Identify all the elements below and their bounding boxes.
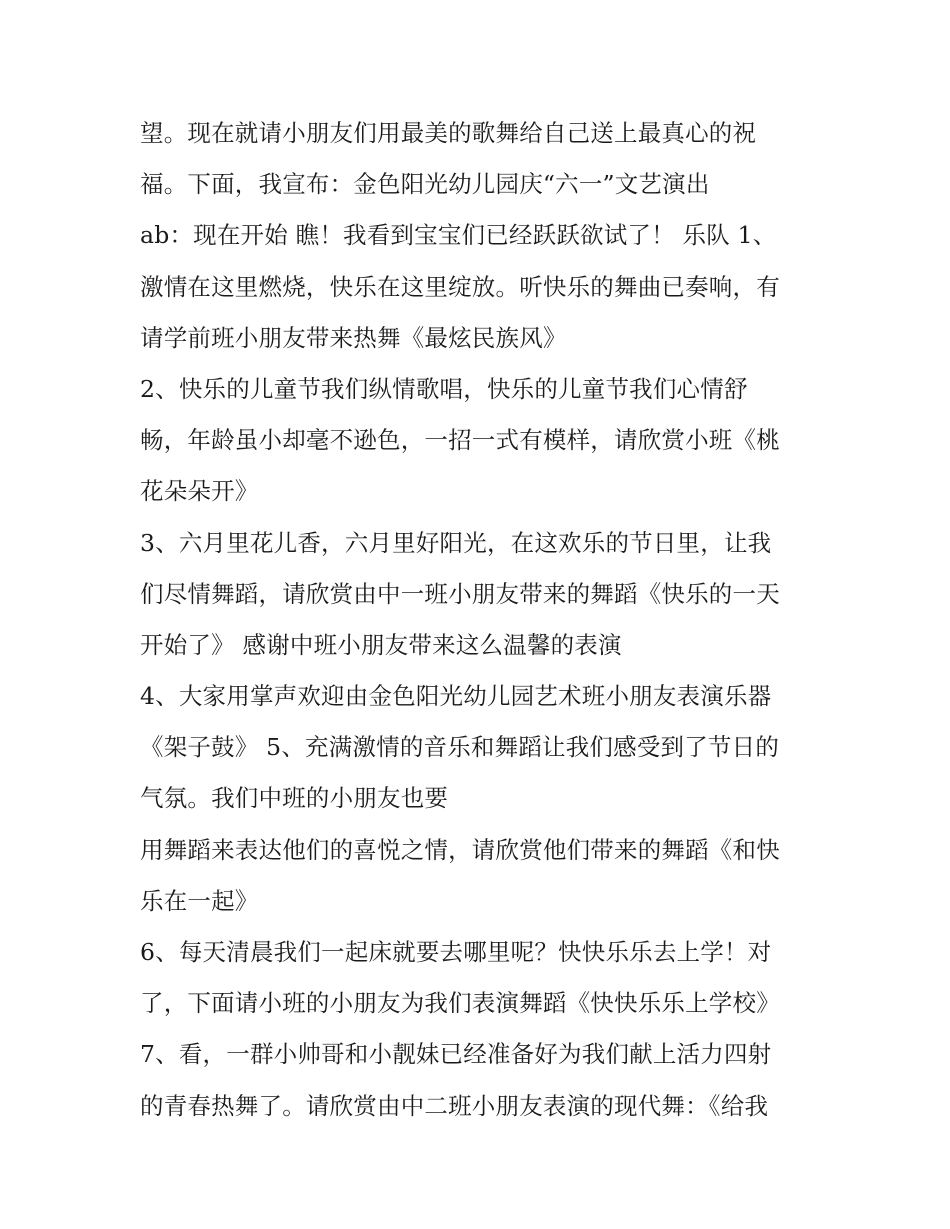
text-line: ab：现在开始 瞧！我看到宝宝们已经跃跃欲试了！ 乐队 1、 [140, 221, 777, 250]
text-line: 3、六月里花儿香，六月里好阳光，在这欢乐的节日里，让我 [140, 528, 772, 557]
text-line: 福。下面，我宣布：金色阳光幼儿园庆“六一”文艺演出 [140, 170, 710, 199]
text-line: 气氛。我们中班的小朋友也要 [140, 784, 449, 813]
text-line: 《架子鼓》 5、充满激情的音乐和舞蹈让我们感受到了节日的 [140, 733, 780, 762]
text-line: 请学前班小朋友带来热舞《最炫民族风》 [140, 323, 567, 352]
text-line: 畅，年龄虽小却毫不逊色，一招一式有模样，请欣赏小班《桃 [140, 426, 780, 455]
text-line: 了，下面请小班的小朋友为我们表演舞蹈《快快乐乐上学校》 [140, 989, 780, 1018]
document-body [140, 108, 840, 1132]
text-line: 乐在一起》 [140, 886, 259, 915]
text-line: 2、快乐的儿童节我们纵情歌唱，快乐的儿童节我们心情舒 [140, 374, 748, 403]
text-line: 的青春热舞了。请欣赏由中二班小朋友表演的现代舞：《给我 [140, 1091, 769, 1120]
text-line: 7、看，一群小帅哥和小靓妹已经准备好为我们献上活力四射 [140, 1040, 772, 1069]
text-line: 用舞蹈来表达他们的喜悦之情，请欣赏他们带来的舞蹈《和快 [140, 835, 780, 864]
text-line: 激情在这里燃烧，快乐在这里绽放。听快乐的舞曲已奏响，有 [140, 272, 780, 301]
text-line: 花朵朵开》 [140, 477, 259, 506]
text-line: 4、大家用掌声欢迎由金色阳光幼儿园艺术班小朋友表演乐器 [140, 682, 772, 711]
text-line: 开始了》 感谢中班小朋友带来这么温馨的表演 [140, 630, 622, 659]
text-line: 6、每天清晨我们一起床就要去哪里呢？快快乐乐去上学！对 [140, 938, 772, 966]
text-line: 们尽情舞蹈，请欣赏由中一班小朋友带来的舞蹈《快乐的一天 [140, 579, 780, 608]
text-line: 望。现在就请小朋友们用最美的歌舞给自己送上最真心的祝 [140, 119, 757, 147]
